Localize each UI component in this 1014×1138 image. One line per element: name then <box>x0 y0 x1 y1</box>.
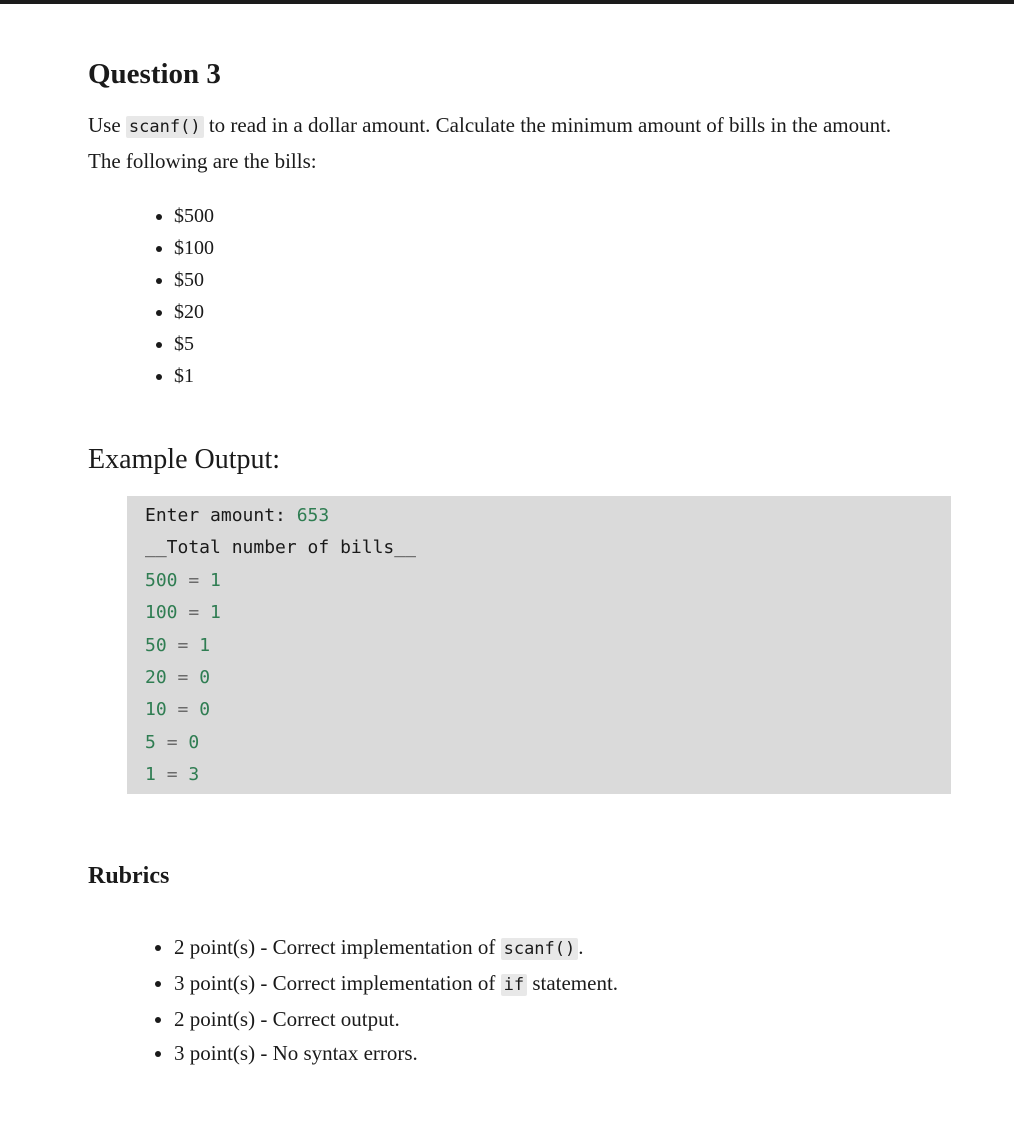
row-eq: = <box>177 699 189 721</box>
row-bill: 20 <box>145 667 167 689</box>
intro-text-after: to read in a dollar amount. Calculate the minimum amount of bills in the amount. The following are the bills: <box>88 113 892 173</box>
example-output-heading: Example Output: <box>88 444 281 475</box>
code-line-row <box>145 694 951 726</box>
question-title: Question 3 <box>88 58 221 90</box>
rubric-item <box>174 1002 938 1036</box>
rubric-item <box>174 1036 938 1070</box>
row-bill: 100 <box>145 602 178 624</box>
row-count: 0 <box>188 731 200 753</box>
rubric-text: 3 point(s) - Correct implementation of <box>174 970 501 995</box>
row-bill: 5 <box>145 731 156 753</box>
code-line-total: __Total number of bills__ <box>145 537 416 559</box>
row-eq: = <box>166 764 178 786</box>
rubric-text: 2 point(s) - Correct implementation of <box>174 934 501 959</box>
rubric-item <box>174 966 938 1002</box>
code-line-row <box>145 759 951 791</box>
prompt-value: 653 <box>296 505 330 526</box>
row-count: 0 <box>199 699 211 721</box>
rubric-item <box>174 930 938 966</box>
bill-item: • $50 <box>174 264 938 296</box>
row-eq: = <box>188 602 200 624</box>
bill-item: • $5 <box>174 328 938 360</box>
row-bill: 10 <box>145 699 167 721</box>
row-bill: 500 <box>145 569 178 591</box>
code-line-row <box>145 727 951 759</box>
code-line-row <box>145 662 951 694</box>
code-line-prompt <box>145 500 951 532</box>
rubric-text-after: . <box>578 934 584 959</box>
intro-code-scanf: scanf() <box>126 116 204 138</box>
row-count: 1 <box>210 569 221 591</box>
bill-item: • $100 <box>174 232 938 264</box>
rubrics-heading: Rubrics <box>88 862 170 889</box>
example-output-code-block <box>127 496 951 794</box>
row-eq: = <box>177 667 189 689</box>
row-count: 3 <box>188 764 200 786</box>
bill-item: • $500 <box>174 200 938 232</box>
question-content <box>88 56 938 1070</box>
row-eq: = <box>177 634 189 656</box>
row-bill: 50 <box>145 634 167 656</box>
row-eq: = <box>166 731 178 753</box>
code-line-row <box>145 597 951 629</box>
row-bill: 1 <box>145 764 156 786</box>
rubric-code-scanf: scanf() <box>501 938 579 960</box>
rubric-text: 2 point(s) - Correct output. <box>174 1006 400 1031</box>
bill-item: • $20 <box>174 296 938 328</box>
row-count: 1 <box>199 634 211 656</box>
rubrics-list <box>88 930 938 1070</box>
question-intro <box>88 108 928 178</box>
prompt-label: Enter amount: <box>145 505 297 526</box>
row-count: 0 <box>199 667 211 689</box>
row-eq: = <box>188 569 200 591</box>
intro-text-before: Use <box>88 113 126 137</box>
rubric-text: 3 point(s) - No syntax errors. <box>174 1040 418 1065</box>
bills-list <box>88 200 938 392</box>
code-line-row <box>145 565 951 597</box>
bill-item: • $1 <box>174 360 938 392</box>
rubric-code-if: if <box>501 974 527 996</box>
rubric-text-after: statement. <box>527 970 619 995</box>
row-count: 1 <box>210 602 221 624</box>
top-border <box>0 0 1014 4</box>
code-line-row <box>145 630 951 662</box>
